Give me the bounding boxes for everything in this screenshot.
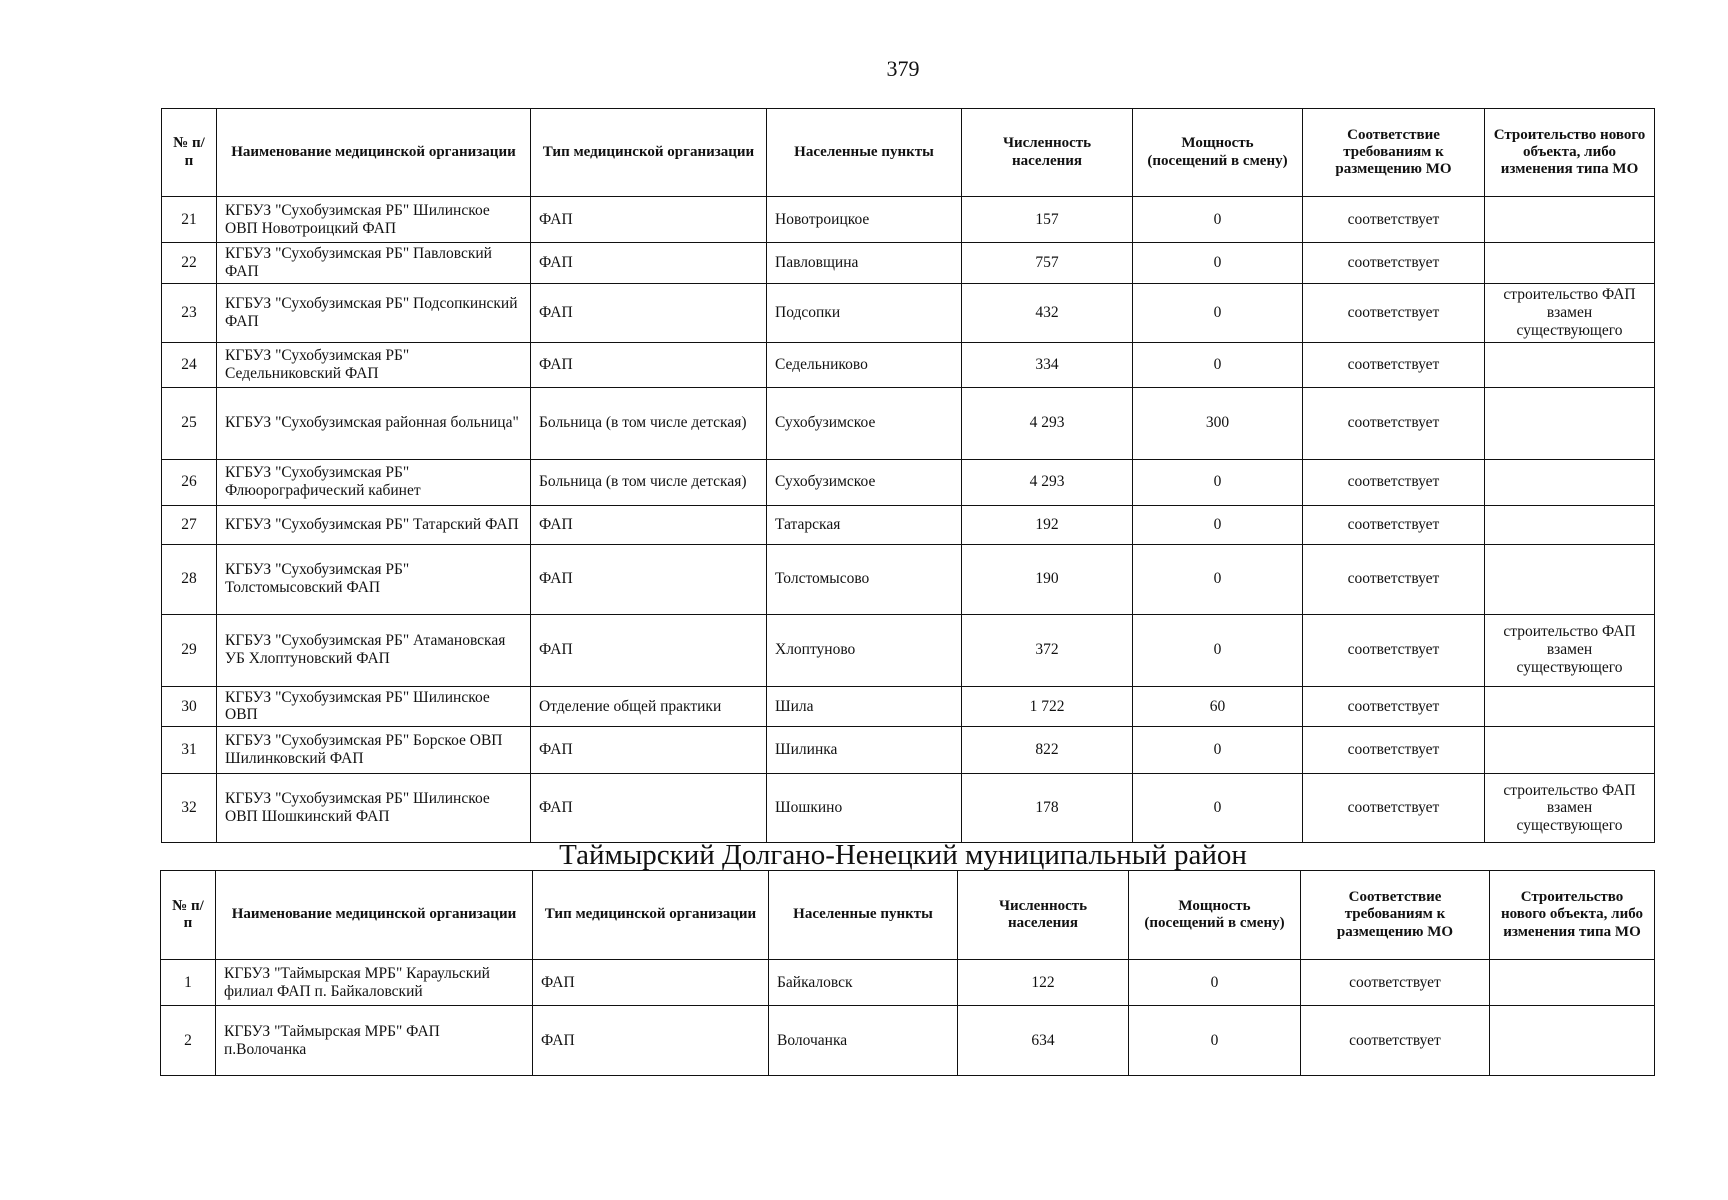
row-capacity: 0 [1129,1006,1301,1076]
row-population: 190 [962,544,1133,614]
row-construction [1485,686,1655,727]
row-type: Больница (в том числе детская) [531,387,767,459]
row-num: 31 [162,727,217,774]
row-num: 2 [161,1006,216,1076]
row-num: 28 [162,544,217,614]
table-row [162,614,1655,686]
row-population: 372 [962,614,1133,686]
header-num: № п/п [161,871,216,960]
row-num: 32 [162,774,217,843]
row-compliance: соответствует [1303,197,1485,243]
table-row [161,960,1655,1006]
row-settlement: Подсопки [767,283,962,342]
row-construction [1485,459,1655,505]
header-type: Тип медицинской организации [533,871,769,960]
row-construction [1485,505,1655,544]
row-num: 24 [162,342,217,387]
row-construction [1490,960,1655,1006]
row-compliance: соответствует [1303,283,1485,342]
row-type: ФАП [531,614,767,686]
row-construction: строительство ФАП взамен существующего [1485,614,1655,686]
header-num: № п/п [162,109,217,197]
row-construction [1490,1006,1655,1076]
table-row [162,686,1655,727]
row-compliance: соответствует [1303,342,1485,387]
row-population: 432 [962,283,1133,342]
row-settlement: Павловщина [767,243,962,284]
table-row [162,243,1655,284]
row-name: КГБУЗ "Сухобузимская РБ" Татарский ФАП [217,505,531,544]
row-capacity: 0 [1133,774,1303,843]
row-capacity: 0 [1133,614,1303,686]
row-name: КГБУЗ "Сухобузимская РБ" Атамановская УБ Хлоптуновский ФАП [217,614,531,686]
row-capacity: 0 [1133,459,1303,505]
table-row [162,774,1655,843]
row-name: КГБУЗ "Сухобузимская РБ" Подсопкинский ФАП [217,283,531,342]
row-construction: строительство ФАП взамен существующего [1485,774,1655,843]
row-compliance: соответствует [1303,544,1485,614]
row-construction [1485,243,1655,284]
row-type: ФАП [531,197,767,243]
row-construction [1485,544,1655,614]
row-type: ФАП [531,505,767,544]
row-population: 192 [962,505,1133,544]
row-capacity: 0 [1133,197,1303,243]
row-capacity: 0 [1133,505,1303,544]
header-population: Численность населения [958,871,1129,960]
row-type: ФАП [531,774,767,843]
header-construction: Строительство нового объекта, либо изменения типа МО [1485,109,1655,197]
row-settlement: Седельниково [767,342,962,387]
row-num: 29 [162,614,217,686]
row-compliance: соответствует [1301,960,1490,1006]
section-title-taimyr: Таймырский Долгано-Ненецкий муниципальный район [559,839,1247,871]
row-compliance: соответствует [1303,387,1485,459]
row-capacity: 0 [1133,283,1303,342]
header-construction: Строительство нового объекта, либо изменения типа МО [1490,871,1655,960]
row-type: ФАП [533,960,769,1006]
header-compliance: Соответствие требованиям к размещению МО [1301,871,1490,960]
row-type: Больница (в том числе детская) [531,459,767,505]
row-compliance: соответствует [1303,459,1485,505]
row-type: ФАП [533,1006,769,1076]
row-construction [1485,197,1655,243]
table-row [162,387,1655,459]
row-construction [1485,387,1655,459]
row-population: 4 293 [962,459,1133,505]
table-row [161,1006,1655,1076]
header-name: Наименование медицинской организации [216,871,533,960]
row-compliance: соответствует [1303,505,1485,544]
page-number: 379 [886,56,920,81]
table-row [162,727,1655,774]
row-settlement: Сухобузимское [767,387,962,459]
row-settlement: Шилинка [767,727,962,774]
row-name: КГБУЗ "Сухобузимская РБ" Шилинское ОВП [217,686,531,727]
row-capacity: 300 [1133,387,1303,459]
row-compliance: соответствует [1303,686,1485,727]
header-settlement: Населенные пункты [767,109,962,197]
row-settlement: Шошкино [767,774,962,843]
header-type: Тип медицинской организации [531,109,767,197]
row-settlement: Волочанка [769,1006,958,1076]
row-population: 122 [958,960,1129,1006]
row-construction [1485,727,1655,774]
table-row [162,544,1655,614]
row-settlement: Хлоптуново [767,614,962,686]
row-population: 157 [962,197,1133,243]
row-name: КГБУЗ "Сухобузимская РБ" Флюорографический кабинет [217,459,531,505]
row-type: ФАП [531,243,767,284]
row-name: КГБУЗ "Сухобузимская РБ" Павловский ФАП [217,243,531,284]
table-row [162,283,1655,342]
row-construction: строительство ФАП взамен существующего [1485,283,1655,342]
row-capacity: 0 [1133,243,1303,284]
row-type: ФАП [531,544,767,614]
row-name: КГБУЗ "Сухобузимская РБ" Шилинское ОВП Новотроицкий ФАП [217,197,531,243]
row-compliance: соответствует [1303,774,1485,843]
row-settlement: Толстомысово [767,544,962,614]
facilities-table-sukhobuzimsky [161,108,1655,843]
header-population: Численность населения [962,109,1133,197]
row-name: КГБУЗ "Сухобузимская РБ" Седельниковский ФАП [217,342,531,387]
row-compliance: соответствует [1301,1006,1490,1076]
facilities-table-taimyr [160,870,1655,1076]
row-name: КГБУЗ "Сухобузимская РБ" Шилинское ОВП Шошкинский ФАП [217,774,531,843]
row-population: 634 [958,1006,1129,1076]
header-compliance: Соответствие требованиям к размещению МО [1303,109,1485,197]
row-population: 334 [962,342,1133,387]
row-settlement: Сухобузимское [767,459,962,505]
table-row [162,342,1655,387]
row-name: КГБУЗ "Таймырская МРБ" ФАП п.Волочанка [216,1006,533,1076]
row-num: 27 [162,505,217,544]
row-compliance: соответствует [1303,614,1485,686]
row-construction [1485,342,1655,387]
row-population: 757 [962,243,1133,284]
row-capacity: 0 [1129,960,1301,1006]
table-header-row [162,109,1655,197]
row-num: 22 [162,243,217,284]
row-compliance: соответствует [1303,243,1485,284]
row-capacity: 60 [1133,686,1303,727]
row-settlement: Байкаловск [769,960,958,1006]
header-name: Наименование медицинской организации [217,109,531,197]
row-name: КГБУЗ "Сухобузимская РБ" Борское ОВП Шилинковский ФАП [217,727,531,774]
row-name: КГБУЗ "Таймырская МРБ" Караульский филиал ФАП п. Байкаловский [216,960,533,1006]
row-num: 23 [162,283,217,342]
row-type: ФАП [531,283,767,342]
row-num: 1 [161,960,216,1006]
row-num: 26 [162,459,217,505]
row-population: 4 293 [962,387,1133,459]
row-compliance: соответствует [1303,727,1485,774]
row-capacity: 0 [1133,727,1303,774]
table-row [162,459,1655,505]
row-num: 21 [162,197,217,243]
row-type: ФАП [531,342,767,387]
row-settlement: Шила [767,686,962,727]
header-capacity: Мощность (посещений в смену) [1133,109,1303,197]
header-capacity: Мощность (посещений в смену) [1129,871,1301,960]
row-name: КГБУЗ "Сухобузимская районная больница" [217,387,531,459]
row-name: КГБУЗ "Сухобузимская РБ" Толстомысовский ФАП [217,544,531,614]
table-row [162,505,1655,544]
table-header-row [161,871,1655,960]
row-settlement: Новотроицкое [767,197,962,243]
row-population: 822 [962,727,1133,774]
row-num: 30 [162,686,217,727]
row-capacity: 0 [1133,544,1303,614]
row-capacity: 0 [1133,342,1303,387]
row-type: ФАП [531,727,767,774]
row-num: 25 [162,387,217,459]
row-population: 1 722 [962,686,1133,727]
row-population: 178 [962,774,1133,843]
row-settlement: Татарская [767,505,962,544]
row-type: Отделение общей практики [531,686,767,727]
header-settlement: Населенные пункты [769,871,958,960]
table-row [162,197,1655,243]
